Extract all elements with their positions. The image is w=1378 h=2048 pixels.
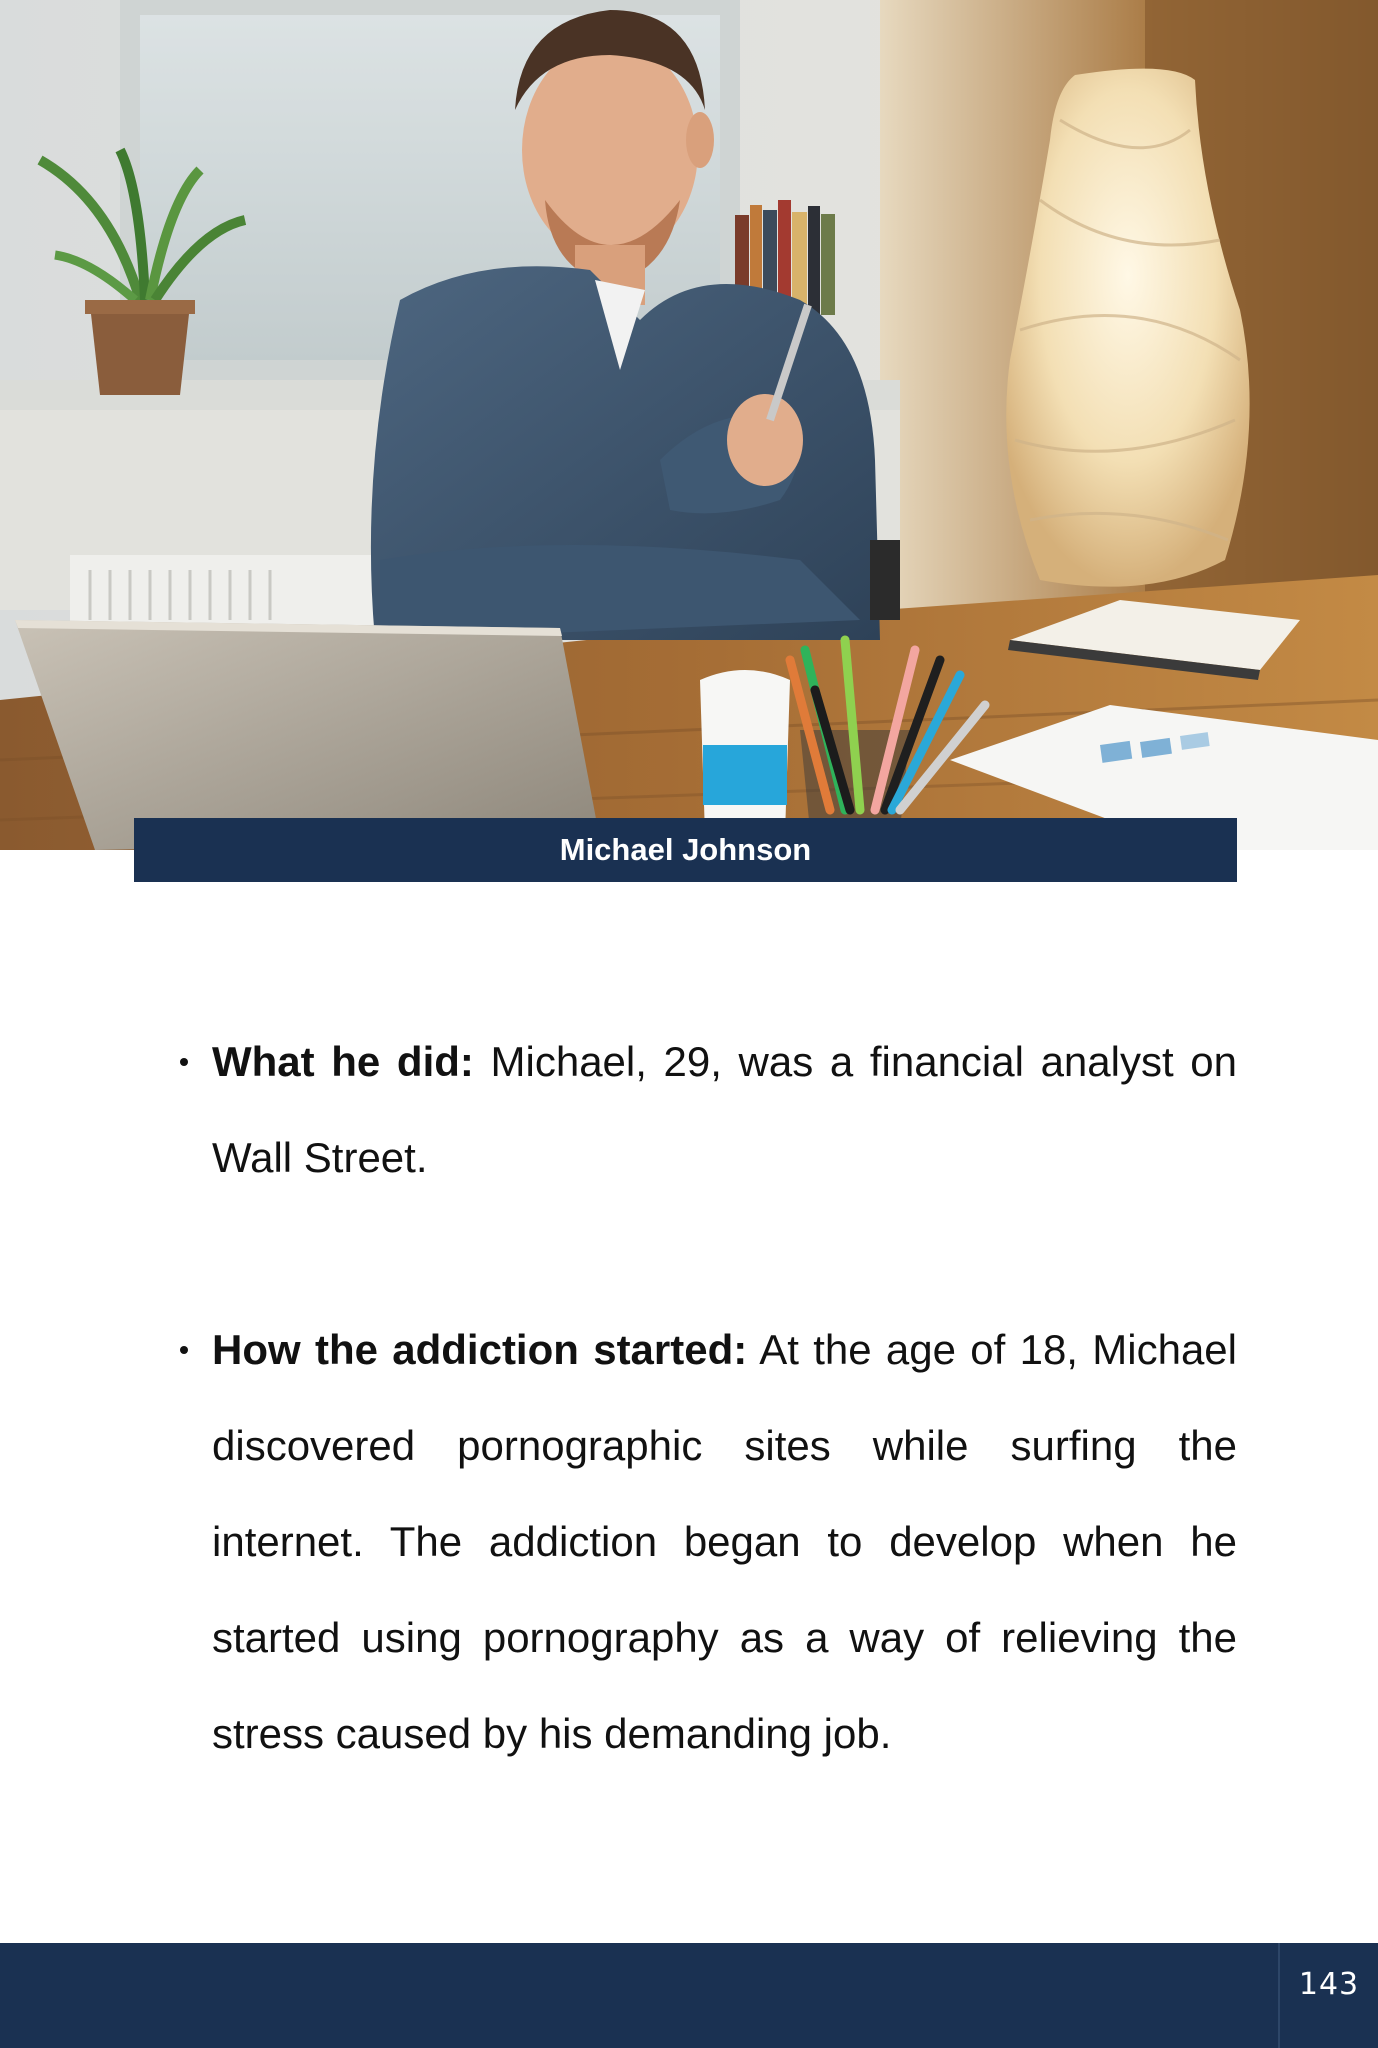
caption-name: Michael Johnson xyxy=(559,832,812,867)
man-at-desk-photo-icon xyxy=(0,0,1378,850)
list-item-body: At the age of 18, Michael discovered pornographic sites while surfing the internet. The addiction began to develop when he started using pornography as a way of relieving the stress caused by his demanding job. xyxy=(212,1326,1237,1757)
page-number: 143 xyxy=(1298,1966,1360,2002)
list-item-label: What he did: xyxy=(212,1038,474,1085)
bullet-icon xyxy=(180,1058,188,1066)
list-item xyxy=(212,1014,1237,1206)
list-item-label: How the addiction started: xyxy=(212,1326,748,1373)
list-item xyxy=(212,1302,1237,1782)
list-item-body: Michael, 29, was a financial analyst on Wall Street. xyxy=(212,1038,1237,1181)
photo-caption xyxy=(134,818,1237,882)
page-footer xyxy=(0,1943,1378,2048)
hero-photo xyxy=(0,0,1378,850)
bullet-icon xyxy=(180,1346,188,1354)
list-item-text xyxy=(212,1302,1237,1782)
list-item-text xyxy=(212,1014,1237,1206)
